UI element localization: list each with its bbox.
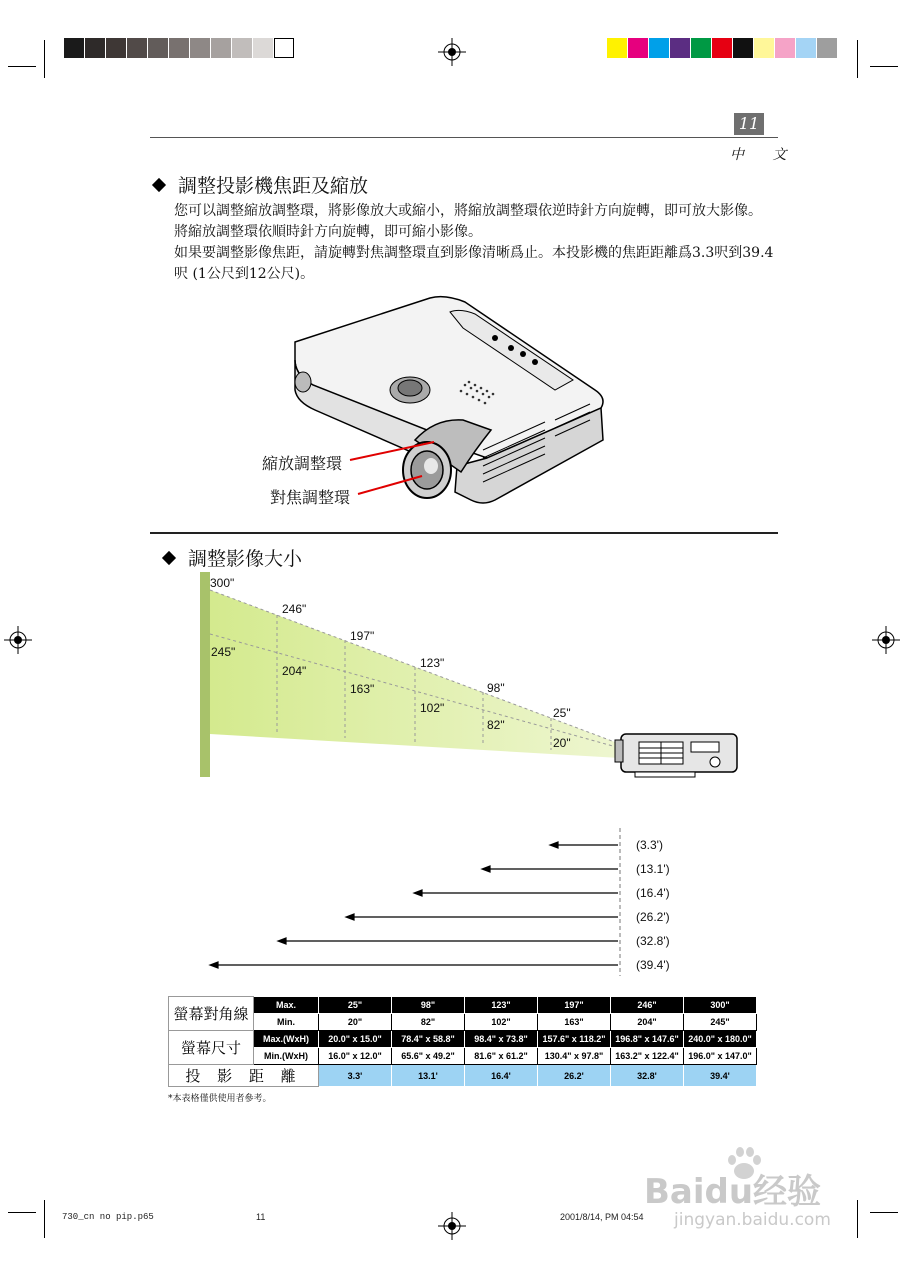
min-diagonal-label: 163" <box>350 682 375 696</box>
max-diagonal-label: 123" <box>420 656 445 670</box>
section-heading-focus-zoom <box>154 171 368 198</box>
table-cell: 197" <box>538 997 611 1014</box>
bullet-diamond-icon <box>152 178 166 192</box>
callout-lines <box>340 440 460 510</box>
color-swatch <box>232 38 252 58</box>
crop-mark <box>8 1212 36 1213</box>
min-diagonal-label: 102" <box>420 701 445 715</box>
color-swatch <box>211 38 231 58</box>
color-swatch <box>628 38 648 58</box>
footer-page: 11 <box>256 1212 266 1222</box>
crop-mark <box>857 1200 858 1238</box>
table-cell: 13.1' <box>392 1065 465 1087</box>
table-cell: 246" <box>611 997 684 1014</box>
color-swatch <box>670 38 690 58</box>
screen-size-header: 螢幕尺寸 <box>169 1031 254 1065</box>
distance-label: (16.4') <box>636 886 670 900</box>
crop-mark <box>44 40 45 78</box>
min-wh-label: Min.(WxH) <box>254 1048 319 1065</box>
table-cell: 240.0" x 180.0" <box>684 1031 757 1048</box>
distance-label: (3.3') <box>636 838 663 852</box>
bullet-diamond-icon <box>162 551 176 565</box>
crop-mark <box>8 66 36 67</box>
paragraph-focus: 如果要調整影像焦距，請旋轉對焦調整環直到影像清晰爲止。本投影機的焦距距離爲3.3呎到39.4呎 (1公尺到12公尺)。 <box>174 245 774 282</box>
section-title: 調整投影機焦距及縮放 <box>178 175 369 197</box>
table-cell: 98" <box>392 997 465 1014</box>
table-cell: 163.2" x 122.4" <box>611 1048 684 1065</box>
watermark-brand: Baidu经验 <box>644 1172 822 1212</box>
zoom-ring-label: 縮放調整環 <box>262 454 343 473</box>
registration-mark-icon <box>4 626 32 654</box>
table-row <box>169 1048 757 1065</box>
distance-label: (13.1') <box>636 862 670 876</box>
table-cell: 157.6" x 118.2" <box>538 1031 611 1048</box>
distance-header: 投 影 距 離 <box>169 1065 319 1087</box>
table-note: *本表格僅供使用者參考。 <box>168 1094 272 1104</box>
min-diagonal-label: 245" <box>211 645 236 659</box>
color-swatch <box>127 38 147 58</box>
watermark-url: jingyan.baidu.com <box>674 1210 831 1230</box>
table-cell: 16.4' <box>465 1065 538 1087</box>
projection-diagram <box>195 572 755 787</box>
table-row <box>169 1031 757 1048</box>
color-swatch <box>253 38 273 58</box>
min-diagonal-label: 20" <box>553 736 571 750</box>
table-cell: 196.8" x 147.6" <box>611 1031 684 1048</box>
color-swatch <box>733 38 753 58</box>
min-diagonal-label: 204" <box>282 664 307 678</box>
registration-mark-icon <box>438 38 466 66</box>
language-label: 中 文 <box>730 147 799 163</box>
crop-mark <box>870 1212 898 1213</box>
color-swatch <box>649 38 669 58</box>
focus-ring-label: 對焦調整環 <box>270 488 351 507</box>
distance-label: (32.8') <box>636 934 670 948</box>
table-row <box>169 1014 757 1031</box>
color-swatch <box>148 38 168 58</box>
min-label: Min. <box>254 1014 319 1031</box>
paragraph-zoom: 您可以調整縮放調整環，將影像放大或縮小，將縮放調整環依逆時針方向旋轉，即可放大影像。 將縮放調整環依順時針方向旋轉，即可縮小影像。 <box>174 203 762 240</box>
crop-mark <box>44 1200 45 1238</box>
distance-label: (39.4') <box>636 958 670 972</box>
distance-arrows <box>200 828 630 976</box>
max-diagonal-label: 197" <box>350 629 375 643</box>
registration-mark-icon <box>438 1212 466 1240</box>
registration-mark-icon <box>872 626 900 654</box>
color-swatch <box>796 38 816 58</box>
table-cell: 20" <box>319 1014 392 1031</box>
table-cell: 130.4" x 97.8" <box>538 1048 611 1065</box>
min-diagonal-label: 82" <box>487 718 505 732</box>
distance-label: (26.2') <box>636 910 670 924</box>
max-wh-label: Max.(WxH) <box>254 1031 319 1048</box>
table-cell: 26.2' <box>538 1065 611 1087</box>
color-swatch <box>190 38 210 58</box>
table-cell: 65.6" x 49.2" <box>392 1048 465 1065</box>
color-swatch <box>169 38 189 58</box>
table-cell: 163" <box>538 1014 611 1031</box>
color-swatch <box>691 38 711 58</box>
header-rule <box>150 137 778 138</box>
table-cell: 102" <box>465 1014 538 1031</box>
color-swatch <box>607 38 627 58</box>
crop-mark <box>857 40 858 78</box>
table-cell: 300" <box>684 997 757 1014</box>
max-label: Max. <box>254 997 319 1014</box>
section-heading-image-size <box>164 544 302 571</box>
color-swatch <box>775 38 795 58</box>
footer-file: 730_cn no pip.p65 <box>62 1212 154 1222</box>
footer-date: 2001/8/14, PM 04:54 <box>560 1212 644 1222</box>
screen-size-table <box>168 996 757 1087</box>
table-cell: 98.4" x 73.8" <box>465 1031 538 1048</box>
table-cell: 81.6" x 61.2" <box>465 1048 538 1065</box>
color-swatch <box>85 38 105 58</box>
page-number-badge: 11 <box>734 113 764 135</box>
color-swatch <box>274 38 294 58</box>
section-title: 調整影像大小 <box>188 548 303 570</box>
table-cell: 123" <box>465 997 538 1014</box>
table-cell: 39.4' <box>684 1065 757 1087</box>
section-rule <box>150 532 778 534</box>
table-cell: 16.0" x 12.0" <box>319 1048 392 1065</box>
max-diagonal-label: 25" <box>553 706 571 720</box>
color-swatch <box>712 38 732 58</box>
table-row <box>169 1065 757 1087</box>
table-cell: 25" <box>319 997 392 1014</box>
table-cell: 78.4" x 58.8" <box>392 1031 465 1048</box>
max-diagonal-label: 246" <box>282 602 307 616</box>
crop-mark <box>870 66 898 67</box>
table-cell: 82" <box>392 1014 465 1031</box>
max-diagonal-label: 300" <box>210 576 235 590</box>
color-swatch <box>754 38 774 58</box>
wall <box>200 572 210 777</box>
table-cell: 196.0" x 147.0" <box>684 1048 757 1065</box>
table-cell: 245" <box>684 1014 757 1031</box>
projector-side-icon <box>615 734 737 777</box>
table-cell: 3.3' <box>319 1065 392 1087</box>
color-swatch <box>64 38 84 58</box>
table-cell: 20.0" x 15.0" <box>319 1031 392 1048</box>
color-swatch <box>817 38 837 58</box>
diagonal-header: 螢幕對角線 <box>169 997 254 1031</box>
table-cell: 204" <box>611 1014 684 1031</box>
table-cell: 32.8' <box>611 1065 684 1087</box>
table-row <box>169 997 757 1014</box>
color-swatch <box>106 38 126 58</box>
max-diagonal-label: 98" <box>487 681 505 695</box>
